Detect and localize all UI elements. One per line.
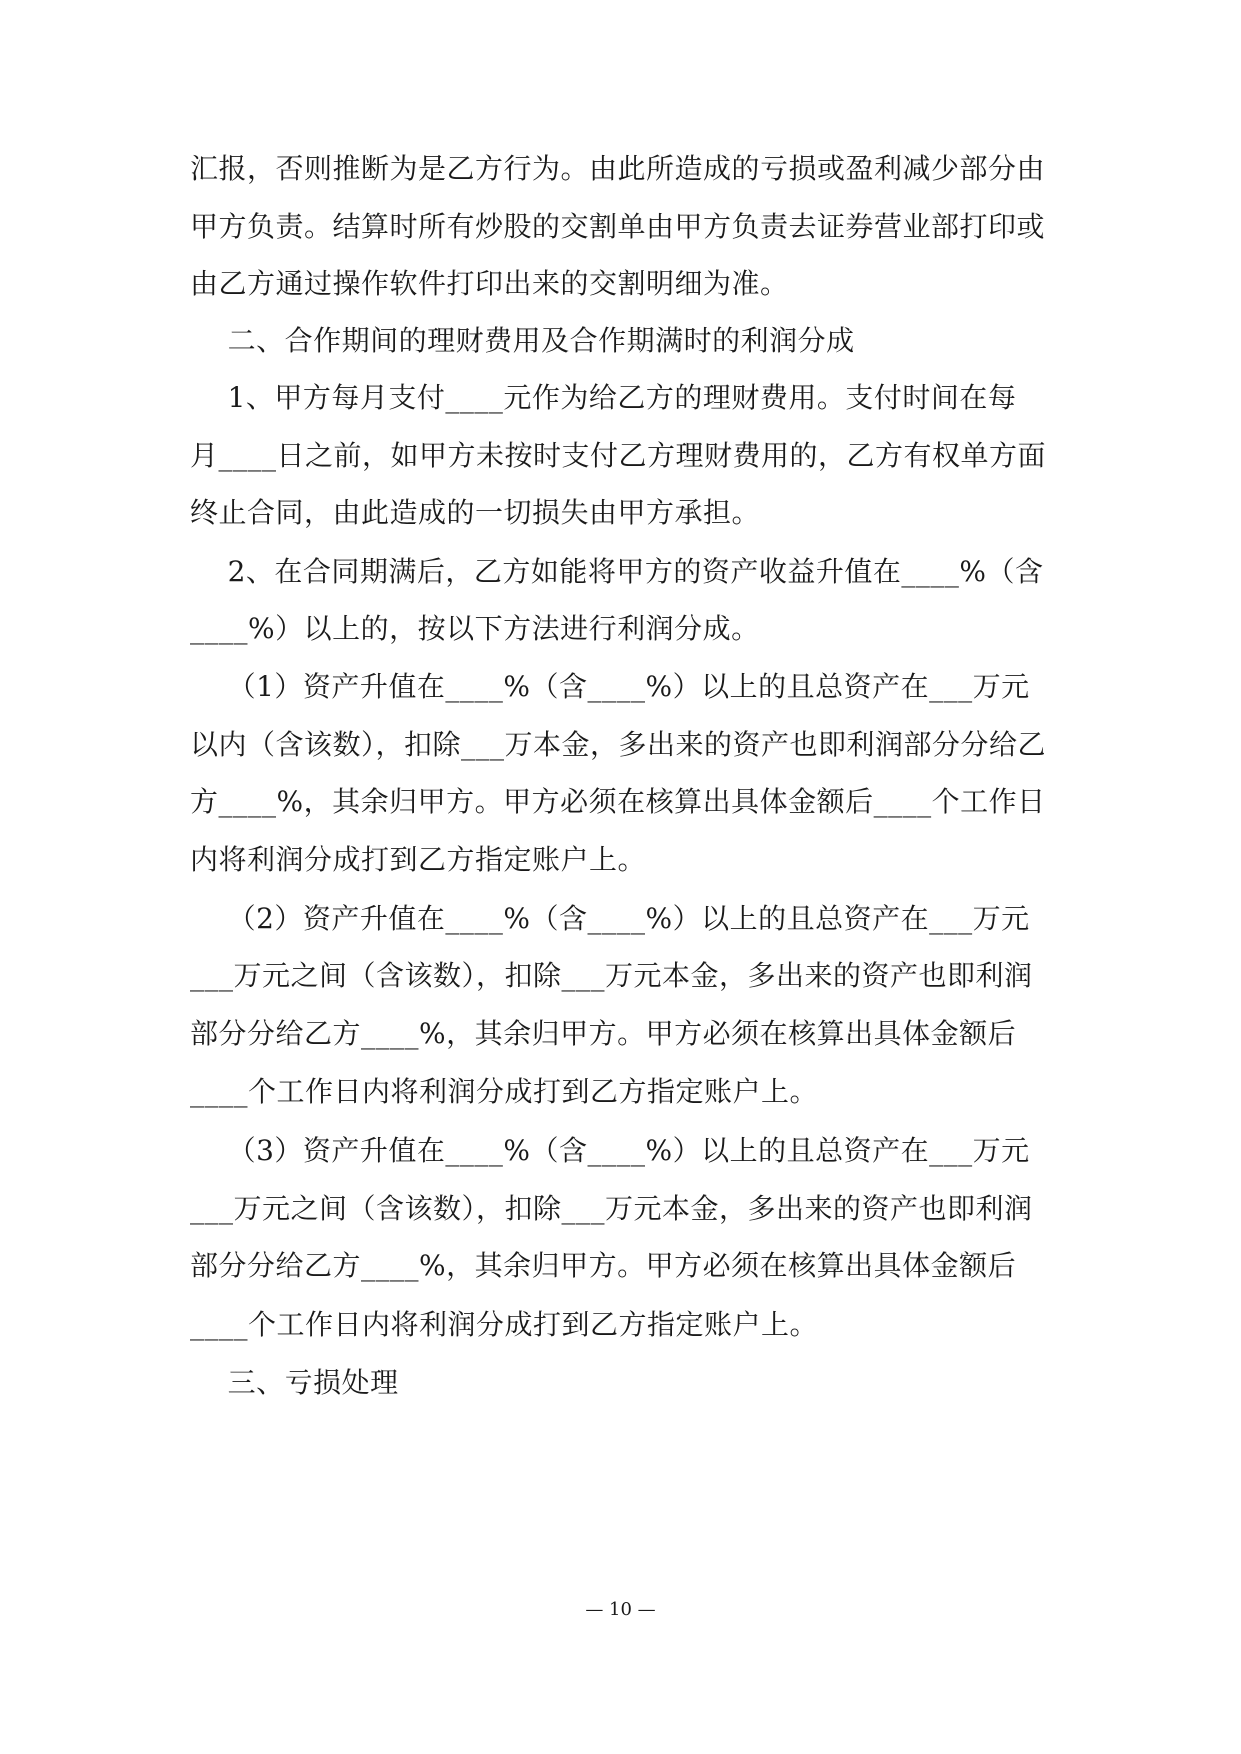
text-line: 2、在合同期满后，乙方如能将甲方的资产收益升值在____%（含: [190, 555, 1044, 588]
text-line: 由乙方通过操作软件打印出来的交割明细为准。: [190, 267, 789, 300]
text-line: 甲方负责。结算时所有炒股的交割单由甲方负责去证券营业部打印或: [190, 210, 1046, 243]
section-heading: 二、合作期间的理财费用及合作期满时的利润分成: [190, 324, 855, 357]
text-line: 汇报，否则推断为是乙方行为。由此所造成的亏损或盈利减少部分由: [190, 152, 1046, 185]
text-line: ___万元之间（含该数），扣除___万元本金，多出来的资产也即利润: [190, 1192, 1033, 1225]
text-line: 以内（含该数），扣除___万本金，多出来的资产也即利润部分分给乙: [190, 728, 1047, 761]
text-line: 1、甲方每月支付____元作为给乙方的理财费用。支付时间在每: [190, 381, 1017, 414]
text-line: 终止合同，由此造成的一切损失由甲方承担。: [190, 496, 761, 529]
page-number: — 10 —: [585, 1599, 656, 1620]
text-line: 部分分给乙方____%，其余归甲方。甲方必须在核算出具体金额后: [190, 1017, 1017, 1050]
text-line: ___万元之间（含该数），扣除___万元本金，多出来的资产也即利润: [190, 959, 1033, 992]
text-line: ____个工作日内将利润分成打到乙方指定账户上。: [190, 1308, 819, 1341]
text-line: （2）资产升值在____%（含____%）以上的且总资产在___万元: [190, 902, 1030, 935]
text-line: ____%）以上的，按以下方法进行利润分成。: [190, 612, 760, 645]
text-line: （3）资产升值在____%（含____%）以上的且总资产在___万元: [190, 1134, 1030, 1167]
text-line: 方____%，其余归甲方。甲方必须在核算出具体金额后____个工作日: [190, 785, 1046, 818]
text-line: 月____日之前，如甲方未按时支付乙方理财费用的，乙方有权单方面: [190, 439, 1047, 472]
text-line: 内将利润分成打到乙方指定账户上。: [190, 843, 647, 876]
text-line: ____个工作日内将利润分成打到乙方指定账户上。: [190, 1075, 819, 1108]
text-line: 部分分给乙方____%，其余归甲方。甲方必须在核算出具体金额后: [190, 1249, 1017, 1282]
section-heading: 三、亏损处理: [190, 1366, 399, 1399]
text-line: （1）资产升值在____%（含____%）以上的且总资产在___万元: [190, 670, 1030, 703]
